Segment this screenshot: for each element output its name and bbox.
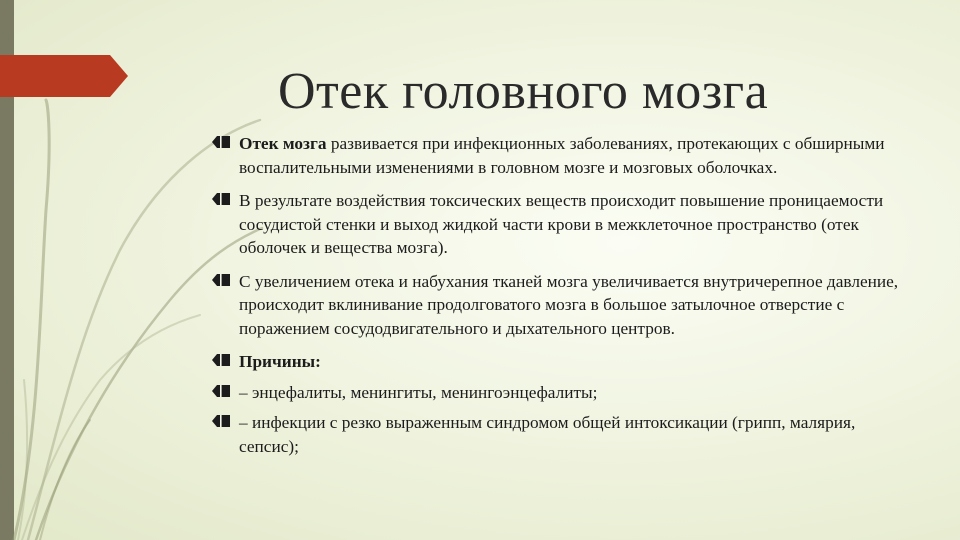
bullet-text: В результате воздействия токсических веществ происходит повышение проницаемости сосудистой стенки и выход жидкой части крови в межклеточное пространство (отек оболочек и вещества мозга). — [239, 191, 884, 257]
bullet-list — [212, 132, 902, 468]
slide-title: Отек головного мозга — [278, 63, 769, 120]
list-item — [212, 132, 902, 179]
list-item — [212, 270, 902, 341]
pencil-icon — [212, 135, 230, 149]
pencil-icon — [212, 353, 230, 367]
pencil-icon — [212, 273, 230, 287]
bullet-text: – инфекции с резко выраженным синдромом общей интоксикации (грипп, малярия, сепсис); — [239, 413, 856, 456]
bullet-text: развивается при инфекционных заболеваниях, протекающих с обширными воспалительными изменениями в головном мозге и мозговых оболочках. — [239, 134, 885, 177]
bullet-text: – энцефалиты, менингиты, менингоэнцефалиты; — [239, 382, 598, 402]
list-item — [212, 189, 902, 260]
list-item — [212, 350, 902, 374]
bullet-text: С увеличением отека и набухания тканей мозга увеличивается внутричерепное давление, происходит вклинивание продолговатого мозга в большое затылочное отверстие с поражением сосудодвигательного и дыхательного центров. — [239, 271, 899, 338]
bullet-lead: Отек мозга — [239, 134, 327, 153]
bullet-lead: Причины: — [239, 352, 321, 371]
list-item — [212, 381, 902, 405]
pencil-icon — [212, 414, 230, 428]
list-item — [212, 411, 902, 458]
pencil-icon — [212, 384, 230, 398]
pencil-icon — [212, 192, 230, 206]
title-accent-tab — [0, 55, 128, 97]
